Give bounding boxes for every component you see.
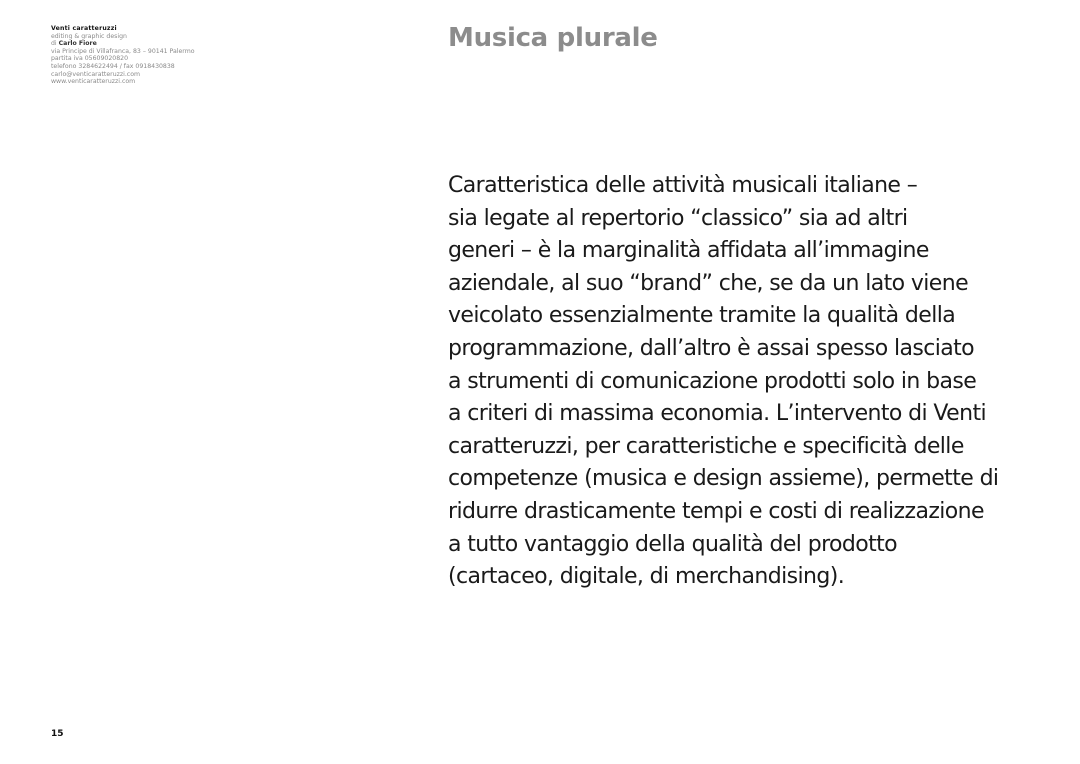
- page-number: 15: [51, 729, 64, 739]
- body-line: veicolato essenzialmente tramite la qualità della: [448, 303, 956, 329]
- body-line: generi – è la marginalità affidata all’immagine: [448, 238, 929, 264]
- body-line: ridurre drasticamente tempi e costi di realizzazione: [448, 498, 984, 524]
- body-line: sia legate al repertorio “classico” sia ad altri: [448, 205, 908, 231]
- body-line: (cartaceo, digitale, di merchandising).: [448, 564, 845, 590]
- page-title: Musica plurale: [448, 23, 658, 53]
- studio-tagline: editing & graphic design: [51, 32, 127, 40]
- author-name: Carlo Fiore: [58, 40, 97, 48]
- studio-vat: partita iva 05609020820: [51, 55, 129, 63]
- body-line: programmazione, dall’altro è assai spesso lasciato: [448, 335, 974, 361]
- studio-website: www.venticaratteruzzi.com: [51, 78, 136, 86]
- studio-phone: telefono 3284622494 / fax 0918430838: [51, 62, 175, 70]
- body-line: aziendale, al suo “brand” che, se da un lato viene: [448, 270, 969, 296]
- author-line: [51, 40, 251, 48]
- body-paragraph: [448, 170, 1058, 594]
- body-line: caratteruzzi, per caratteristiche e specificità delle: [448, 433, 964, 459]
- body-line: Caratteristica delle attività musicali italiane –: [448, 173, 918, 198]
- studio-email: carlo@venticaratteruzzi.com: [51, 70, 141, 78]
- colophon: [51, 25, 251, 86]
- body-line: a criteri di massima economia. L’intervento di Venti: [448, 401, 986, 427]
- studio-name: Venti caratteruzzi: [51, 25, 117, 32]
- author-prefix: di: [51, 40, 57, 48]
- body-line: a strumenti di comunicazione prodotti solo in base: [448, 368, 977, 394]
- studio-address: via Principe di Villafranca, 83 – 90141 Palermo: [51, 47, 195, 55]
- body-line: a tutto vantaggio della qualità del prodotto: [448, 531, 898, 557]
- body-line: competenze (musica e design assieme), permette di: [448, 466, 999, 492]
